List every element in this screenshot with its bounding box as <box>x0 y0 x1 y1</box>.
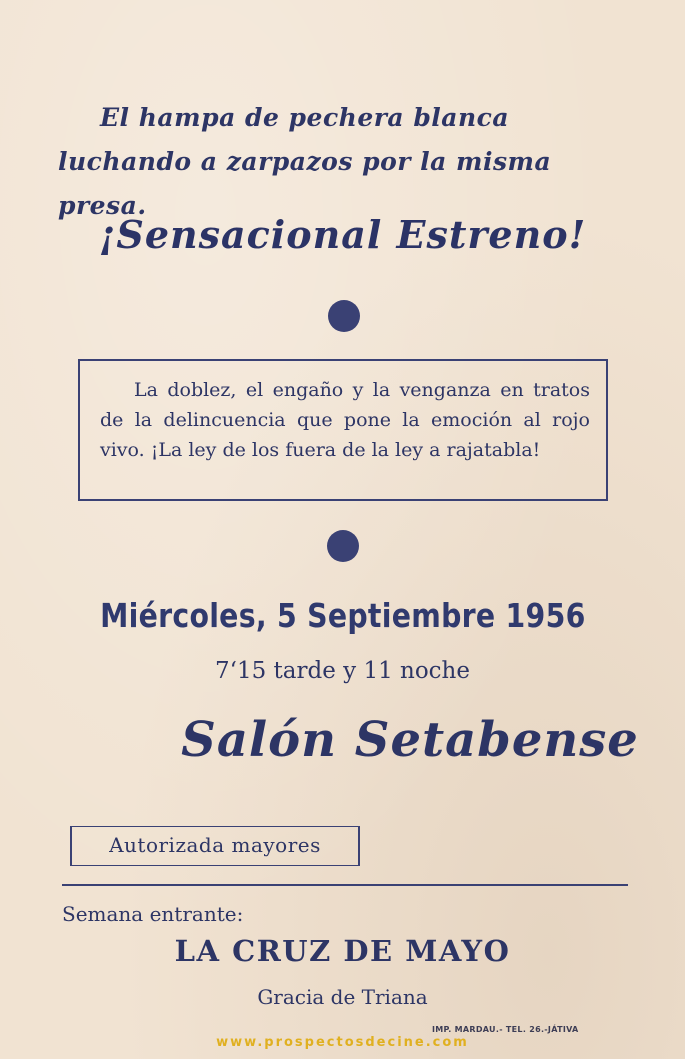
venue-name: Salón Setabense <box>181 712 639 768</box>
bullet-dot-icon <box>328 300 360 332</box>
next-week-label: Semana entrante: <box>62 902 244 926</box>
tagline: El hampa de pechera blanca luchando a zarpazos por la misma presa. <box>58 103 552 220</box>
screening-date: Miércoles, 5 Septiembre 1956 <box>100 596 586 635</box>
rating-badge: Autorizada mayores <box>70 826 360 866</box>
headline: ¡Sensacional Estreno! <box>98 212 587 257</box>
watermark: www.prospectosdecine.com <box>216 1035 469 1050</box>
next-week-title: LA CRUZ DE MAYO <box>174 934 511 968</box>
bullet-dot-icon <box>327 530 359 562</box>
synopsis-text: La doblez, el engaño y la venganza en tratos de la delincuencia que pone la emoción al rojo vivo. ¡La ley de los fuera de la ley a rajatabla! <box>100 379 590 461</box>
next-week-subtitle: Gracia de Triana <box>257 985 428 1009</box>
printer-credit: IMP. MARDAU.- TEL. 26.-JÁTIVA <box>432 1025 579 1034</box>
screening-times: 7‘15 tarde y 11 noche <box>215 658 470 684</box>
synopsis-box <box>78 359 608 501</box>
divider <box>62 884 628 886</box>
